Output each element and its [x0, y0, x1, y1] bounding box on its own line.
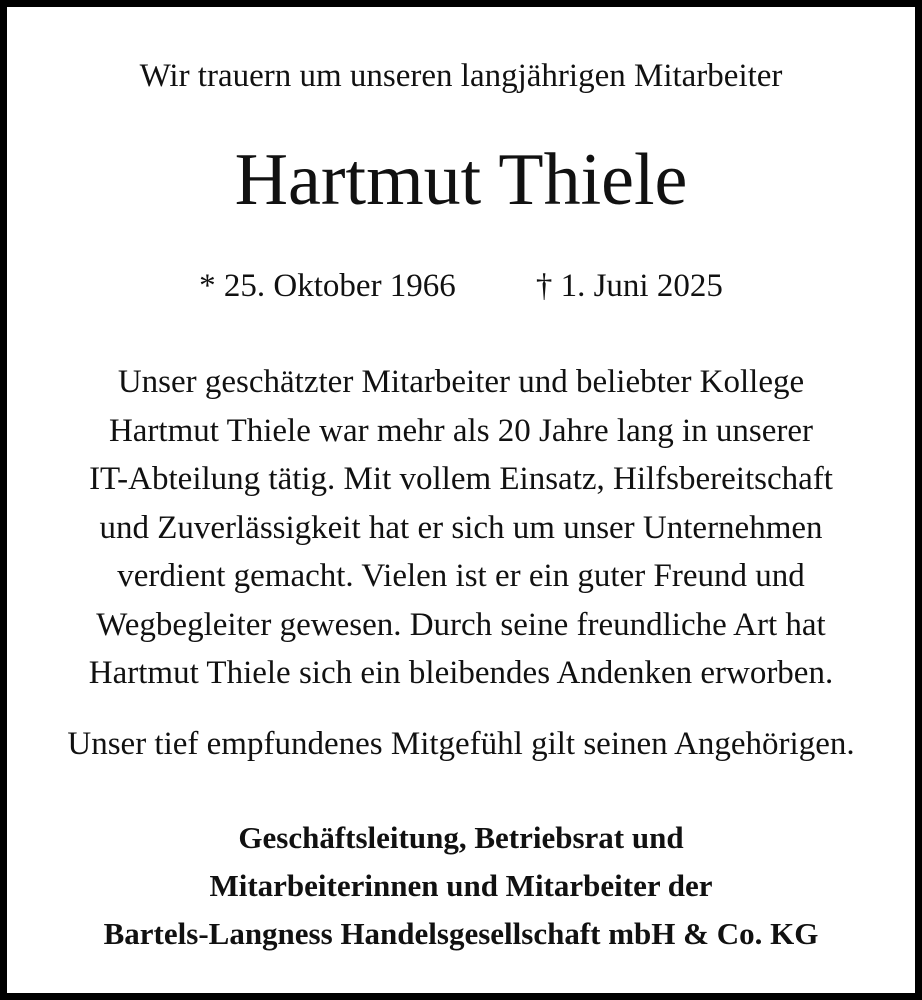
- body-line: verdient gemacht. Vielen ist er ein guter Freund und: [117, 558, 805, 594]
- signature-line: Mitarbeiterinnen und Mitarbeiter der: [209, 868, 713, 903]
- intro-text: Wir trauern um unseren langjährigen Mitarbeiter: [139, 58, 783, 94]
- signature-line: Bartels-Langness Handelsgesellschaft mbH & Co. KG: [103, 916, 819, 951]
- body-line: Wegbegleiter gewesen. Durch seine freundliche Art hat: [96, 606, 826, 643]
- condolence-text: Unser tief empfundenes Mitgefühl gilt seinen Angehörigen.: [67, 726, 855, 762]
- signature-line: Geschäftsleitung, Betriebsrat und: [238, 820, 684, 855]
- body-line: Hartmut Thiele sich ein bleibendes Andenken erworben.: [88, 655, 834, 691]
- deceased-name: Hartmut Thiele: [234, 139, 688, 221]
- body-line: Unser geschätzter Mitarbeiter und beliebter Kollege: [117, 364, 805, 400]
- life-dates: [0, 268, 922, 305]
- body-line: und Zuverlässigkeit hat er sich um unser Unternehmen: [99, 509, 823, 546]
- body-line: IT-Abteilung tätig. Mit vollem Einsatz, Hilfsbereitschaft: [89, 461, 833, 497]
- body-line: Hartmut Thiele war mehr als 20 Jahre lang in unserer: [108, 412, 814, 449]
- birth-date: * 25. Oktober 1966: [199, 268, 456, 304]
- death-date: † 1. Juni 2025: [535, 268, 723, 304]
- obituary-body: [0, 358, 922, 698]
- signature-block: [0, 814, 922, 958]
